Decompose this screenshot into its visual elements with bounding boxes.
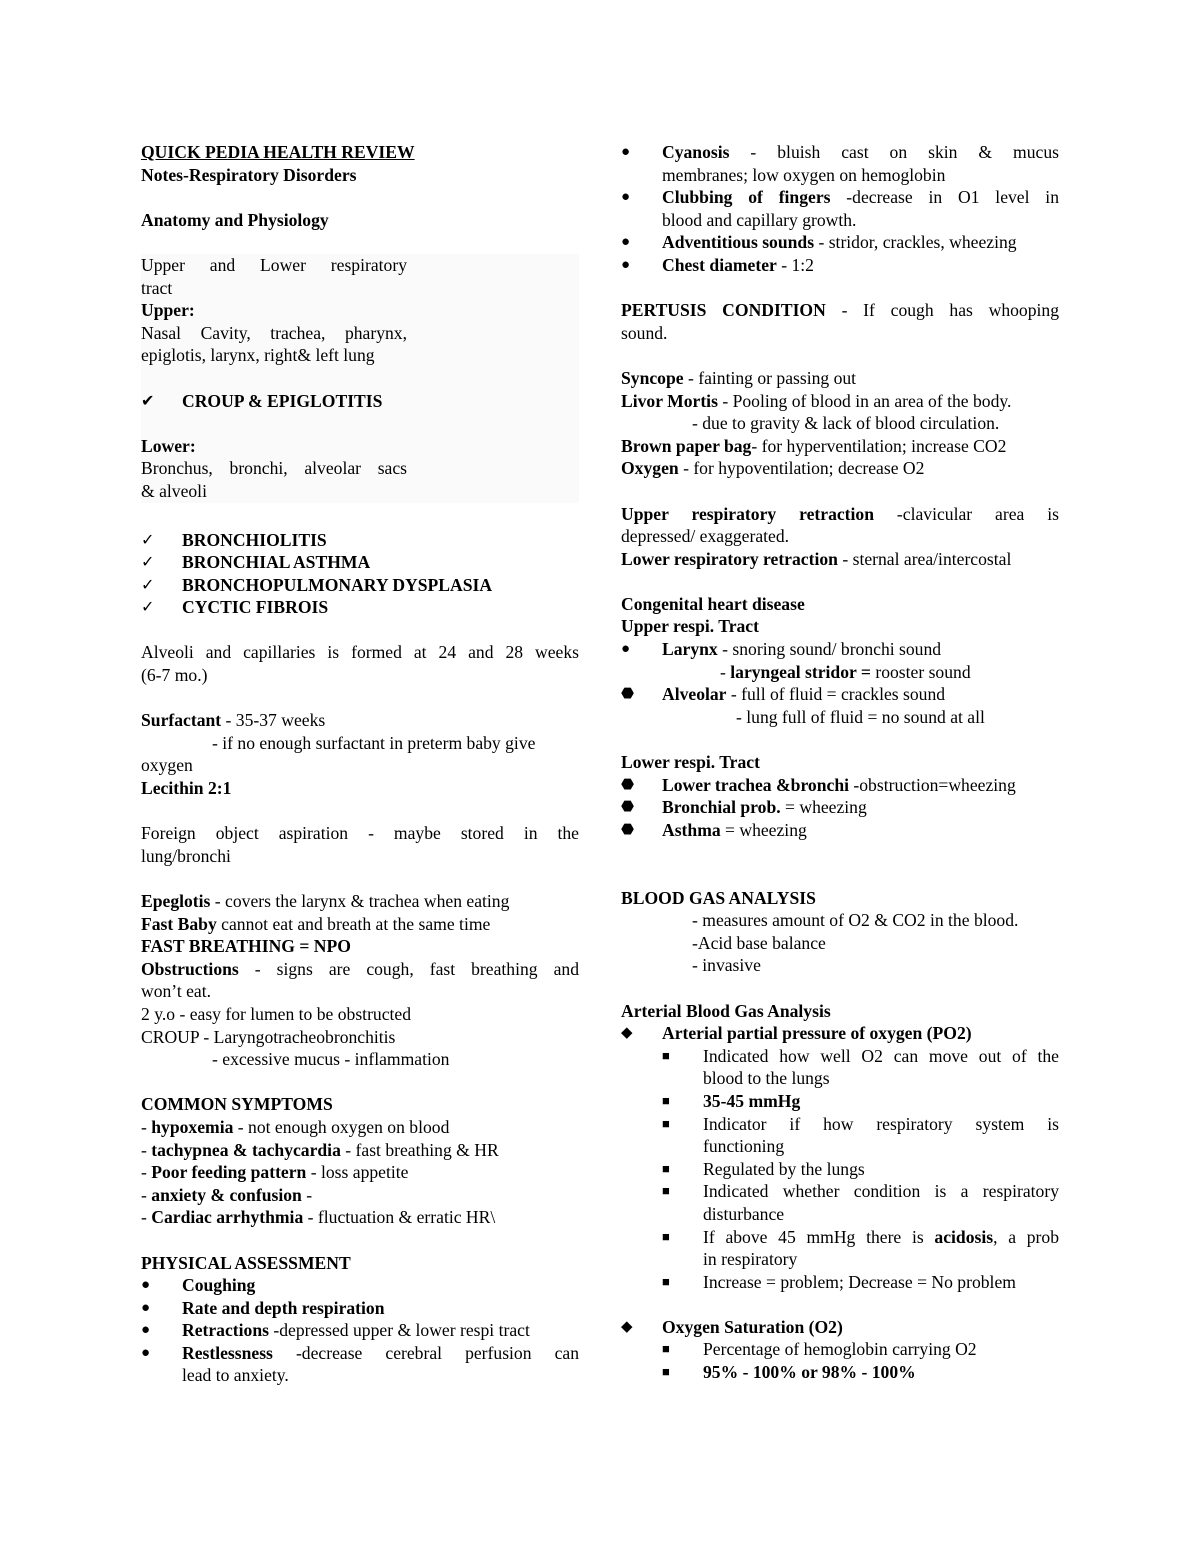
fast-baby-line: Fast Baby cannot eat and breath at the same time <box>141 913 491 934</box>
list-item: ● Clubbing of fingers -decrease in O1 level in blood and capillary growth. <box>621 187 1059 230</box>
upper-retraction-line: Upper respiratory retraction -clavicular area is <box>621 503 1059 524</box>
lower-check-list <box>141 529 579 619</box>
list-item: - Cardiac arrhythmia - fluctuation & erratic HR\ <box>141 1207 496 1228</box>
livor-line: Livor Mortis - Pooling of blood in an area of the body. <box>621 390 1012 411</box>
square-bullet-icon: ■ <box>662 1160 670 1176</box>
list-item: ■ 95% - 100% or 98% - 100% <box>662 1362 916 1383</box>
bullet-icon: ● <box>141 1344 151 1361</box>
list-item: ■ Increase = problem; Decrease = No problem <box>662 1271 1016 1292</box>
list-item: ■ 35-45 mmHg <box>662 1090 801 1111</box>
checkmark-icon: ✓ <box>141 552 155 572</box>
list-item: ● Restlessness -decrease cerebral perfusion can lead to anxiety. <box>141 1342 579 1386</box>
list-item: ● Chest diameter - 1:2 <box>621 254 814 275</box>
bullet-icon: ⬣ <box>621 799 635 816</box>
list-item: ● Coughing <box>141 1275 256 1296</box>
list-item: ⬣ Lower trachea &bronchi -obstruction=wheezing <box>621 774 1016 795</box>
diamond-bullet-icon: ◆ <box>621 1318 633 1335</box>
bullet-icon: ● <box>621 144 631 160</box>
document-subtitle: Notes-Respiratory Disorders <box>141 164 357 185</box>
list-item: ● Adventitious sounds - stridor, crackles, wheezing <box>621 232 1017 253</box>
list-item: ● Cyanosis - bluish cast on skin & mucus membranes; low oxygen on hemoglobin <box>621 142 1059 185</box>
left-column: QUICK PEDIA HEALTH REVIEW Notes-Respiratory Disorders Anatomy and Physiology Upper and Lower respiratory tract Upper: Nasal Cavity, trachea, pharynx, epiglotis, larynx, right& left lung ✔ CROUP & EPIGLOTITIS Lower: Bronchus, bronchi, alveolar sacs & alveoli ✓ BRONCHIOLITIS ✓ BRONCHIAL ASTHMA ✓ BRONCHOPULMONARY DYSPLASIA ✓ CYCTIC FIBROIS Alveoli and capillaries is formed at 24 and 28 weeks (6-7 mo.) Surfactant - 35-37 weeks - if no enough surfactant in preterm baby give oxygen Lecithin 2:1 Foreign object aspiration - maybe stored in the lung/bronchi Epeglotis - covers the larynx & trachea when eating Fast Baby cannot eat and breath at the same time FAST BREATHING = NPO Obstructions - signs are cough, fast breathing and won’t eat. 2 y.o - easy for lumen to be obstructed CROUP - Laryngotracheobronchitis - excessive mucus - inflammation COMMON SYMPTOMS - hypoxemia - not enough oxygen on blood - tachypnea & tachycardia - fast breathing & HR - Poor feeding pattern - loss appetite - anxiety & confusion - - Cardiac arrhythmia - fluctuation & erratic HR\ PHYSICAL ASSESSMENT ● Coughing ● Rate and depth respiration ● Retractions -depressed upper & lower respi tract ● Restlessness -decrease cerebral perfusion can lead to anxiety. <box>141 142 579 1386</box>
list-item: ◆ Oxygen Saturation (O2) <box>621 1316 843 1337</box>
list-item: - anxiety & confusion - <box>141 1184 313 1205</box>
square-bullet-icon: ■ <box>662 1273 670 1289</box>
lecithin-line: Lecithin 2:1 <box>141 778 232 799</box>
po2-sub-list <box>621 1045 1059 1294</box>
square-bullet-icon: ■ <box>662 1228 670 1244</box>
brown-bag-line: Brown paper bag- for hyperventilation; increase CO2 <box>621 435 1007 456</box>
list-item: ■ Indicator if how respiratory system is functioning <box>662 1113 1059 1157</box>
square-bullet-icon: ■ <box>662 1364 670 1380</box>
list-item: ✓ BRONCHIAL ASTHMA <box>141 552 371 573</box>
pertusis-line: PERTUSIS CONDITION - If cough has whooping <box>621 300 1059 321</box>
bullet-icon: ⬣ <box>621 686 635 703</box>
bullet-icon: ● <box>141 1322 151 1339</box>
chd-heading: Congenital heart disease <box>621 593 805 614</box>
oxygen-line: Oxygen - for hypoventilation; decrease O2 <box>621 458 925 479</box>
bullet-icon: ● <box>621 256 631 273</box>
croup-check-item: ✔ CROUP & EPIGLOTITIS <box>141 390 383 411</box>
bullet-icon: ● <box>621 641 631 658</box>
fast-breathing-line: FAST BREATHING = NPO <box>141 936 351 957</box>
bga-heading: BLOOD GAS ANALYSIS <box>621 887 816 908</box>
square-bullet-icon: ■ <box>662 1115 670 1131</box>
checkmark-icon: ✓ <box>141 574 155 594</box>
list-item: - tachypnea & tachycardia - fast breathing & HR <box>141 1139 499 1160</box>
list-item: ■ Regulated by the lungs <box>662 1158 865 1179</box>
bullet-icon: ● <box>621 189 631 206</box>
diamond-bullet-icon: ◆ <box>621 1025 633 1042</box>
document-title: QUICK PEDIA HEALTH REVIEW <box>141 142 415 162</box>
lower-tract-heading: Lower respi. Tract <box>621 752 760 773</box>
list-item: ■ If above 45 mmHg there is acidosis, a prob in respiratory <box>662 1226 1059 1270</box>
square-bullet-icon: ■ <box>662 1047 670 1063</box>
saturation-sub-list <box>621 1338 1059 1383</box>
list-item: ◆ Arterial partial pressure of oxygen (PO2) <box>621 1023 972 1044</box>
square-bullet-icon: ■ <box>662 1092 670 1108</box>
list-item: ✓ BRONCHIOLITIS <box>141 529 327 550</box>
list-item: - Poor feeding pattern - loss appetite <box>141 1162 409 1183</box>
bullet-icon: ● <box>621 234 631 251</box>
anatomy-heading: Anatomy and Physiology <box>141 209 329 230</box>
bullet-icon: ⬣ <box>621 776 635 793</box>
list-item: ● Larynx - snoring sound/ bronchi sound <box>621 639 942 660</box>
list-item: ■ Percentage of hemoglobin carrying O2 <box>662 1339 977 1360</box>
checkmark-icon: ✓ <box>141 597 155 617</box>
square-bullet-icon: ■ <box>662 1341 670 1357</box>
checkmark-icon: ✔ <box>141 390 155 410</box>
tract-block: Upper and Lower respiratory tract Upper: Nasal Cavity, trachea, pharynx, epiglotis, larynx, right& left lung ✔ CROUP & EPIGLOTITIS Lower: Bronchus, bronchi, alveolar sacs & alveoli <box>141 254 579 503</box>
list-item: ● Rate and depth respiration <box>141 1297 385 1318</box>
lower-label: Lower: <box>141 435 196 456</box>
surfactant-line: Surfactant - 35-37 weeks <box>141 710 326 731</box>
syncope-line: Syncope - fainting or passing out <box>621 367 857 388</box>
bullet-icon: ● <box>141 1299 151 1316</box>
list-item: - hypoxemia - not enough oxygen on blood <box>141 1116 450 1137</box>
right-column: ● Cyanosis - bluish cast on skin & mucus membranes; low oxygen on hemoglobin ● Clubbing of fingers -decrease in O1 level in blood and capillary growth. ● Adventitious sounds - stridor, crackles, wheezing ● Chest diameter - 1:2 PERTUSIS CONDITION - If cough has whooping sound. Syncope - fainting or passing out Livor Mortis - Pooling of blood in an area of the body. - due to gravity & lack of blood circulation. Brown paper bag- for hyperventilation; increase CO2 Oxygen - for hypoventilation; decrease O2 Upper respiratory retraction -clavicular area is depressed/ exaggerated. Lower respiratory retraction - sternal area/intercostal Congenital heart disease Upper respi. Tract ● Larynx - snoring sound/ bronchi sound - laryngeal stridor = rooster sound ⬣ Alveolar - full of fluid = crackles sound - lung full of fluid = no sound at all Lower respi. Tract ⬣ Lower trachea &bronchi -obstruction=wheezing ⬣ Bronchial prob. = wheezing ⬣ Asthma = wheezing BLOOD GAS ANALYSIS - measures amount of O2 & CO2 in the blood. -Acid base balance - invasive Arterial Blood Gas Analysis ◆ Arterial partial pressure of oxygen (PO2) ■ Indicated how well O2 can move out of the blood to the lungs ■ 35-45 mmHg ■ Indicator if how respiratory system is functioning ■ Regulated by the lungs ■ Indicated whether condition is a respiratory disturbance ■ If above 45 mmHg there is acidosis, a prob in respiratory ■ Increase = problem; Decrease = No problem ◆ Oxygen Saturation (O2) ■ Percentage of hemoglobin carrying O2 ■ 95% - 100% or 98% - 100% <box>621 142 1059 1383</box>
bullet-icon: ⬣ <box>621 821 635 838</box>
obstructions-line: Obstructions - signs are cough, fast breathing and <box>141 958 579 979</box>
upper-label: Upper: <box>141 300 195 321</box>
checkmark-icon: ✓ <box>141 529 155 549</box>
assessment-heading: PHYSICAL ASSESSMENT <box>141 1252 351 1273</box>
list-item: ✓ CYCTIC FIBROIS <box>141 597 329 618</box>
symptoms-heading: COMMON SYMPTOMS <box>141 1094 333 1115</box>
abga-heading: Arterial Blood Gas Analysis <box>621 1000 831 1021</box>
list-item: ■ Indicated how well O2 can move out of the blood to the lungs <box>662 1045 1059 1089</box>
list-item: ✓ BRONCHOPULMONARY DYSPLASIA <box>141 574 493 595</box>
list-item: ⬣ Alveolar - full of fluid = crackles sound <box>621 684 946 705</box>
epeglotis-line: Epeglotis - covers the larynx & trachea when eating <box>141 891 510 911</box>
bullet-icon: ● <box>141 1277 151 1294</box>
list-item: ⬣ Bronchial prob. = wheezing <box>621 797 867 818</box>
list-item: ⬣ Asthma = wheezing <box>621 819 807 840</box>
upper-tract-heading: Upper respi. Tract <box>621 616 759 637</box>
list-item: ● Retractions -depressed upper & lower respi tract <box>141 1320 530 1341</box>
lower-retraction-line: Lower respiratory retraction - sternal area/intercostal <box>621 548 1012 569</box>
list-item: ■ Indicated whether condition is a respiratory disturbance <box>662 1181 1059 1224</box>
square-bullet-icon: ■ <box>662 1183 670 1199</box>
